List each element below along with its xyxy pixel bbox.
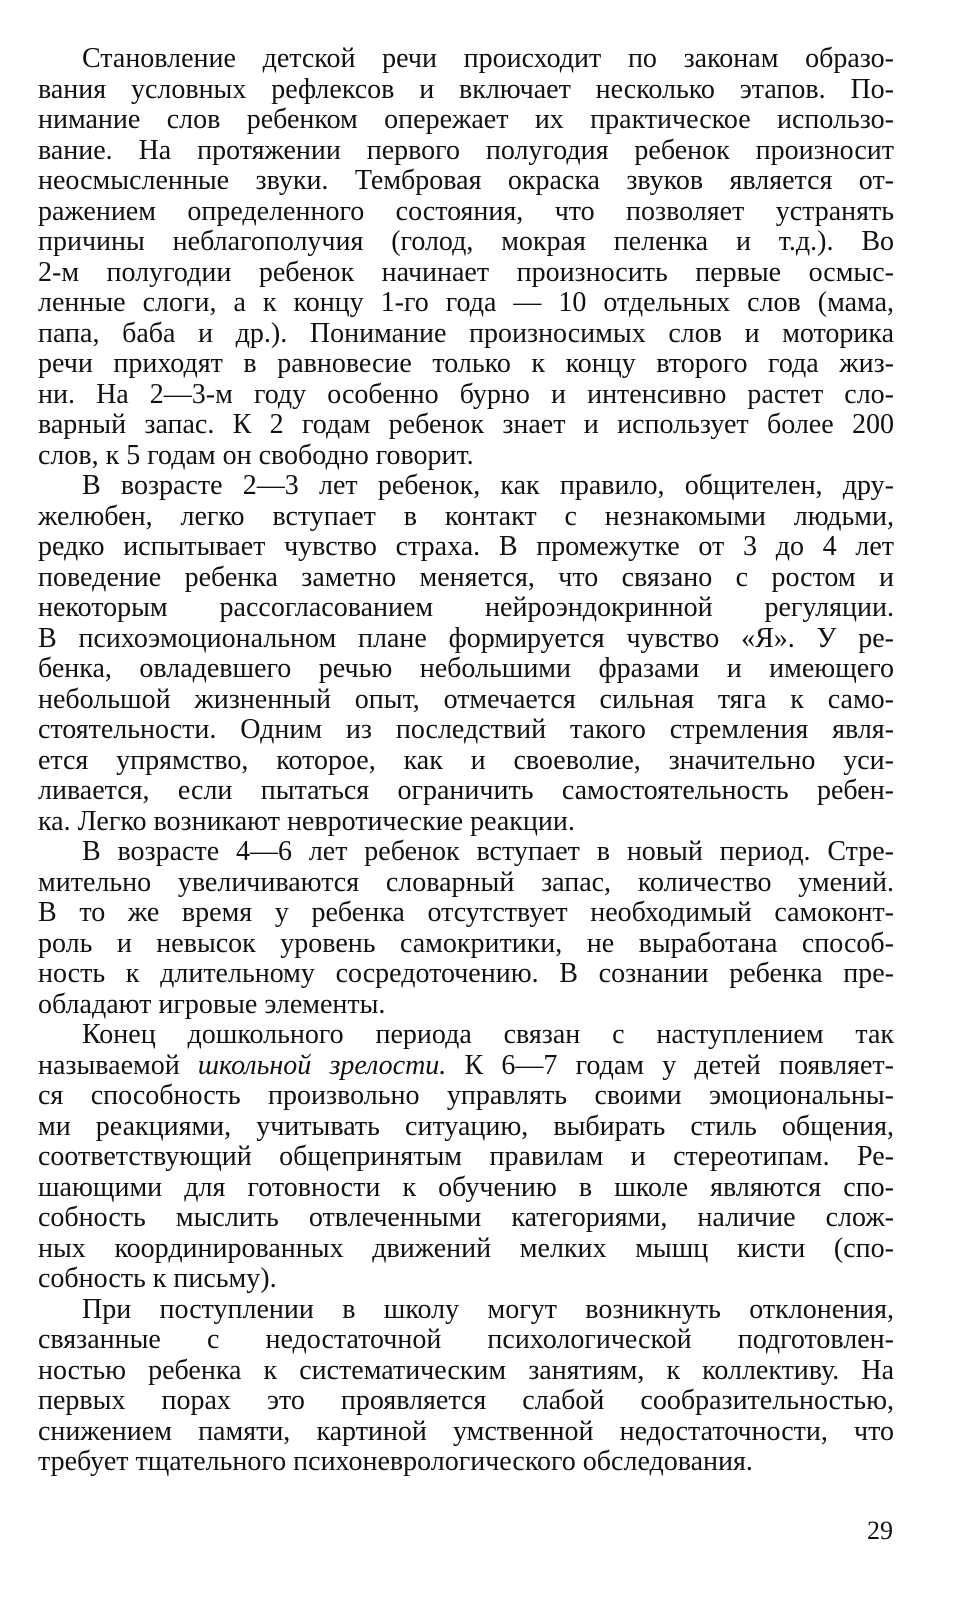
text-line: первых порах это проявляется слабой сообразительностью,	[38, 1385, 894, 1416]
text-line: В возрасте 4—6 лет ребенок вступает в новый период. Стре-	[82, 836, 894, 867]
text-fragment: К 6—7 годам у детей появляет-	[446, 1049, 894, 1081]
text-line: нимание слов ребенком опережает их практическое использо-	[38, 104, 894, 135]
text-line: стоятельности. Одним из последствий такого стремления явля-	[38, 714, 894, 745]
paragraph-age-2-3	[38, 471, 894, 837]
text-line: соответствующий общепринятым правилам и стереотипам. Ре-	[38, 1141, 894, 1172]
text-line: вание. На протяжении первого полугодия ребенок произносит	[38, 134, 894, 166]
paragraph-age-4-6	[38, 837, 894, 1020]
text-line: шающими для готовности к обучению в школе являются спо-	[38, 1171, 894, 1203]
text-line: папа, баба и др.). Понимание произносимых слов и моторика	[38, 317, 894, 349]
text-line: ется упрямство, которое, как и своеволие, значительно уси-	[38, 744, 894, 776]
text-line: поведение ребенка заметно меняется, что связано с ростом и	[38, 561, 894, 593]
text-line: ность к длительному сосредоточению. В сознании ребенка пре-	[38, 958, 894, 989]
paragraph-school-maturity	[38, 1020, 894, 1295]
text-line: вания условных рефлексов и включает несколько этапов. По-	[38, 73, 894, 105]
text-line: причины неблагополучия (голод, мокрая пеленка и т.д.). Во	[38, 226, 894, 257]
text-line: желюбен, легко вступает в контакт с незнакомыми людьми,	[38, 500, 894, 532]
text-line: ностью ребенка к систематическим занятиям, к коллективу. На	[38, 1354, 894, 1386]
italic-term: школьной зрелости.	[197, 1049, 447, 1081]
paragraph-speech-development	[38, 44, 894, 471]
text-line: обладают игровые элементы.	[38, 988, 386, 1020]
text-line: 2-м полугодии ребенок начинает произносить первые осмыс-	[38, 256, 894, 288]
text-line: небольшой жизненный опыт, отмечается сильная тяга к само-	[38, 683, 894, 715]
text-line: В психоэмоциональном плане формируется чувство «Я». У ре-	[38, 622, 894, 654]
text-line: При поступлении в школу могут возникнуть отклонения,	[82, 1293, 894, 1325]
text-line: ся способность произвольно управлять своими эмоциональны-	[38, 1080, 894, 1111]
text-line: снижением памяти, картиной умственной недостаточности, что	[38, 1415, 894, 1447]
text-line: роль и невысок уровень самокритики, не выработана способ-	[38, 927, 894, 959]
text-line: варный запас. К 2 годам ребенок знает и использует более 200	[38, 409, 894, 440]
text-line: В то же время у ребенка отсутствует необходимый самоконт-	[38, 897, 894, 928]
text-line: В возрасте 2—3 лет ребенок, как правило, общителен, дру-	[82, 470, 894, 501]
text-line: ми реакциями, учитывать ситуацию, выбирать стиль общения,	[38, 1110, 894, 1142]
text-line: ка. Легко возникают невротические реакции.	[38, 805, 575, 837]
text-line: мительно увеличиваются словарный запас, количество умений.	[38, 866, 894, 898]
text-line: Становление детской речи происходит по законам образо-	[82, 43, 894, 74]
text-line: Конец дошкольного периода связан с наступлением так	[82, 1019, 894, 1050]
text-fragment: называемой	[38, 1049, 198, 1081]
text-line: некоторым рассогласованием нейроэндокринной регуляции.	[38, 592, 894, 623]
text-line: требует тщательного психоневрологического обследования.	[38, 1446, 753, 1477]
text-line: бенка, овладевшего речью небольшими фразами и имеющего	[38, 653, 894, 684]
text-line: ражением определенного состояния, что позволяет устранять	[38, 195, 894, 227]
page-body	[38, 44, 894, 1544]
text-line: ливается, если пытаться ограничить самостоятельность ребен-	[38, 775, 894, 806]
text-line: связанные с недостаточной психологической подготовлен-	[38, 1324, 894, 1355]
text-line: ленные слоги, а к концу 1-го года — 10 отдельных слов (мама,	[38, 287, 894, 318]
text-line: собность к письму).	[38, 1263, 277, 1294]
text-line: редко испытывает чувство страха. В промежутке от 3 до 4 лет	[38, 531, 894, 562]
text-line: собность мыслить отвлеченными категориями, наличие слож-	[38, 1202, 894, 1233]
text-line: ни. На 2—3-м году особенно бурно и интенсивно растет сло-	[38, 378, 894, 410]
text-line: речи приходят в равновесие только к концу второго года жиз-	[38, 348, 894, 379]
text-line	[38, 1051, 894, 1082]
page-number: 29	[867, 1516, 893, 1545]
paragraph-school-entry	[38, 1295, 894, 1478]
text-line: слов, к 5 годам он свободно говорит.	[38, 439, 474, 471]
text-line: ных координированных движений мелких мышц кисти (спо-	[38, 1232, 894, 1264]
text-line: неосмысленные звуки. Тембровая окраска звуков является от-	[38, 165, 894, 196]
